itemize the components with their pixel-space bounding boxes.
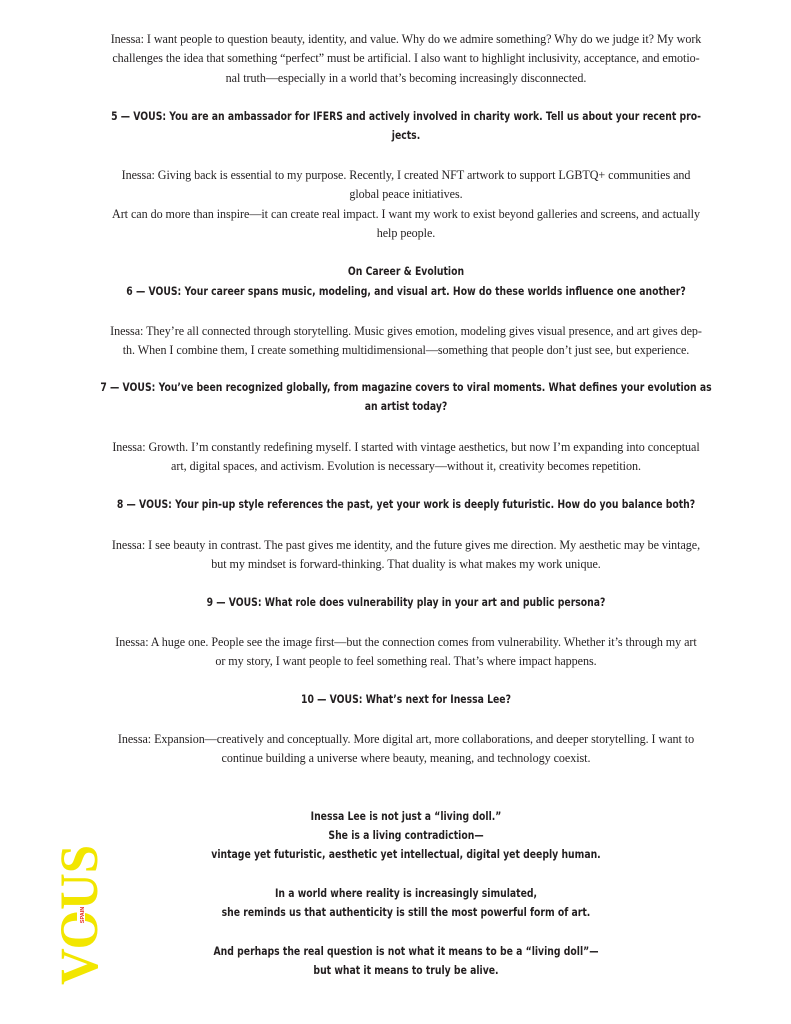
question-7	[90, 378, 722, 416]
answer-4-line: nal truth—especially in a world that’s becoming increasingly disconnected.	[225, 70, 587, 85]
question-6-line: 6 — VOUS: Your career spans music, modeling, and visual art. How do these worlds influence one another?	[126, 284, 686, 298]
question-7-line: 7 — VOUS: You’ve been recognized globally, from magazine covers to viral moments. What defines your evolution as	[100, 380, 712, 394]
answer-6-line: th. When I combine them, I create something multidimensional—something that people don’t just see, but experience.	[122, 343, 690, 358]
closing-line: Inessa Lee is not just a “living doll.”	[310, 809, 502, 823]
question-5	[90, 107, 722, 145]
closing-paragraph-2	[90, 884, 722, 922]
question-6	[90, 282, 722, 301]
section-heading-text: On Career & Evolution	[347, 264, 465, 278]
answer-5	[90, 166, 722, 244]
answer-9-line: or my story, I want people to feel something real. That’s where impact happens.	[215, 654, 597, 669]
answer-8-line: Inessa: I see beauty in contrast. The past gives me identity, and the future gives me direction. My aesthetic may be vintage,	[111, 538, 701, 552]
question-10	[90, 690, 722, 709]
answer-10-line: continue building a universe where beauty, meaning, and technology coexist.	[221, 751, 591, 766]
answer-6-line: Inessa: They’re all connected through storytelling. Music gives emotion, modeling gives visual presence, and art gives dep-	[110, 324, 702, 338]
question-5-line: 5 — VOUS: You are an ambassador for IFERS and actively involved in charity work. Tell us about your recent pro-	[111, 109, 701, 123]
closing-line: vintage yet futuristic, aesthetic yet intellectual, digital yet deeply human.	[211, 847, 601, 862]
answer-7	[90, 438, 722, 477]
question-8-line: 8 — VOUS: Your pin-up style references the past, yet your work is deeply futuristic. How do you balance both?	[116, 497, 696, 511]
question-10-line: 10 — VOUS: What’s next for Inessa Lee?	[301, 692, 511, 706]
answer-7-line: Inessa: Growth. I’m constantly redefining myself. I started with vintage aesthetics, but now I’m expanding into conceptual	[112, 440, 700, 454]
question-9	[90, 593, 722, 612]
closing-paragraph-1	[90, 807, 722, 865]
answer-7-line: art, digital spaces, and activism. Evolution is necessary—without it, creativity becomes repetition.	[171, 459, 641, 474]
question-5-line: jects.	[391, 128, 421, 142]
answer-4-line: challenges the idea that something “perfect” must be artificial. I also want to highlight inclusivity, acceptance, and emotio-	[112, 51, 700, 66]
section-heading-career	[90, 262, 722, 281]
answer-4	[90, 30, 722, 88]
question-7-line: an artist today?	[364, 399, 448, 413]
question-9-line: 9 — VOUS: What role does vulnerability play in your art and public persona?	[206, 595, 606, 609]
answer-5-line: Inessa: Giving back is essential to my purpose. Recently, I created NFT artwork to support LGBTQ+ communities and	[121, 168, 691, 182]
answer-5-line: global peace initiatives.	[349, 187, 463, 202]
closing-paragraph-3	[90, 942, 722, 980]
answer-9-line: Inessa: A huge one. People see the image first—but the connection comes from vulnerability. Whether it’s through my art	[115, 635, 697, 649]
vous-logo	[56, 844, 104, 986]
closing-line: she reminds us that authenticity is still the most powerful form of art.	[221, 905, 591, 920]
answer-4-line: Inessa: I want people to question beauty, identity, and value. Why do we admire something? Why do we judge it? My work	[110, 32, 702, 46]
closing-line: but what it means to truly be alive.	[313, 963, 499, 978]
question-8	[90, 495, 722, 514]
answer-9	[90, 633, 722, 672]
answer-6	[90, 322, 722, 361]
answer-5-line: help people.	[376, 226, 436, 241]
answer-8	[90, 536, 722, 575]
closing-line: And perhaps the real question is not what it means to be a “living doll”—	[213, 944, 599, 958]
closing-line: She is a living contradiction—	[328, 828, 484, 843]
answer-5-line: Art can do more than inspire—it can create real impact. I want my work to exist beyond galleries and screens, and actually	[112, 206, 700, 221]
answer-8-line: but my mindset is forward-thinking. That duality is what makes my work unique.	[211, 557, 601, 572]
vous-logo-edition: SPAIN	[80, 906, 86, 924]
answer-10	[90, 730, 722, 769]
closing-line: In a world where reality is increasingly simulated,	[274, 886, 538, 900]
answer-10-line: Inessa: Expansion—creatively and conceptually. More digital art, more collaborations, and deeper storytelling. I want to	[117, 732, 695, 746]
